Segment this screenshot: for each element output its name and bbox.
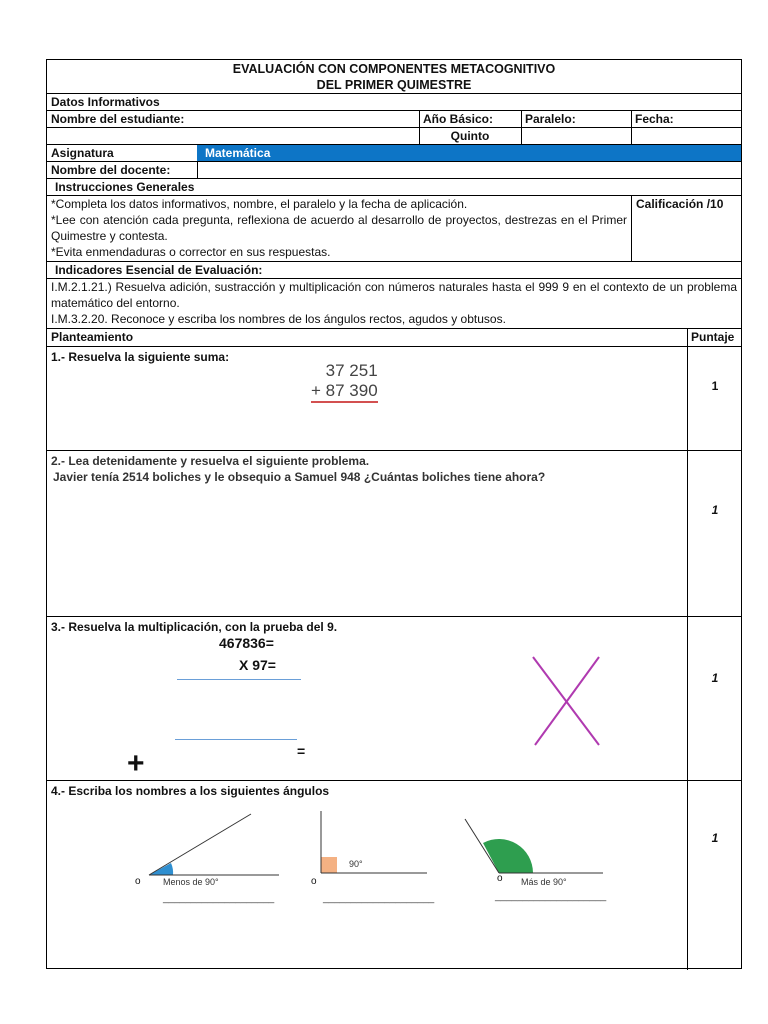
- indicator-item: I.M.2.1.21.) Resuelva adición, sustracción y multiplicación con números naturales hasta el 999 9 en el contexto de un problema matemático del entorno.: [51, 280, 737, 310]
- right-angle-label: 90°: [349, 859, 363, 869]
- teacher-field[interactable]: [197, 162, 741, 178]
- column-header-puntaje: Puntaje: [691, 330, 735, 344]
- indicators-header-row: [47, 262, 741, 279]
- question-3-row: [47, 617, 741, 781]
- acute-side-ray: [149, 814, 251, 875]
- acute-vertex-label: o: [135, 876, 141, 887]
- student-value-row: [47, 128, 741, 145]
- answer-line-2: [175, 739, 297, 740]
- acute-angle-label: Menos de 90°: [163, 877, 219, 887]
- right-angle-figure: [317, 809, 429, 879]
- factor-1: 467836=: [219, 635, 274, 651]
- addition-problem: [311, 361, 378, 403]
- info-section-row: [47, 94, 741, 111]
- question-2-score: 1: [711, 503, 719, 517]
- acute-answer-blank[interactable]: ____________________: [163, 893, 275, 904]
- indicators-list: [47, 279, 741, 328]
- student-label: Nombre del estudiante:: [51, 112, 185, 126]
- indicators-label: Indicadores Esencial de Evaluación:: [55, 263, 263, 277]
- page-title: [47, 60, 741, 93]
- student-name-field[interactable]: [47, 128, 419, 144]
- question-4-text: 4.- Escriba los nombres a los siguientes ángulos: [51, 784, 330, 798]
- instructions-list: [47, 196, 631, 261]
- addend-bottom: + 87 390: [311, 381, 378, 403]
- question-2-row: [47, 451, 741, 617]
- answer-line-1: [177, 679, 301, 680]
- teacher-label: Nombre del docente:: [51, 163, 171, 177]
- evaluation-sheet: [46, 59, 742, 969]
- question-3-score: 1: [711, 671, 719, 685]
- date-label: Fecha:: [635, 112, 674, 126]
- title-line-2: DEL PRIMER QUIMESTRE: [316, 78, 472, 92]
- obtuse-answer-blank[interactable]: ____________________: [495, 891, 607, 902]
- instructions-label: Instrucciones Generales: [55, 180, 195, 194]
- plus-sign: +: [127, 747, 145, 780]
- obtuse-angle-label: Más de 90°: [521, 877, 567, 887]
- addend-top: 37 251: [325, 361, 378, 380]
- indicator-item: I.M.3.2.20. Reconoce y escriba los nombres de los ángulos rectos, agudos y obtusos.: [51, 312, 506, 326]
- equals-sign: =: [297, 743, 306, 759]
- teacher-row: [47, 162, 741, 179]
- parallel-field[interactable]: [521, 128, 631, 144]
- title-row: [47, 60, 741, 94]
- question-2-text: [47, 451, 687, 616]
- subject-value: Matemática: [197, 145, 741, 161]
- factor-2: X 97=: [239, 657, 276, 673]
- nine-proof-cross: [527, 653, 607, 749]
- table-header-row: [47, 329, 741, 347]
- obtuse-vertex-label: o: [497, 873, 503, 884]
- question-2-problem: Javier tenía 2514 boliches y le obsequio a Samuel 948 ¿Cuántas boliches tiene ahora?: [53, 470, 546, 484]
- date-field[interactable]: [631, 128, 741, 144]
- question-1-row: [47, 347, 741, 451]
- question-1-text: 1.- Resuelva la siguiente suma:: [51, 350, 230, 364]
- info-section-label: Datos Informativos: [51, 95, 160, 109]
- instructions-header-row: [47, 179, 741, 196]
- question-3-text: 3.- Resuelva la multiplicación, con la prueba del 9.: [51, 620, 338, 634]
- instruction-item: *Lee con atención cada pregunta, reflexiona de acuerdo al desarrollo de proyectos, destrezas en el Primer Quimestre y contesta.: [51, 213, 627, 243]
- parallel-label: Paralelo:: [525, 112, 576, 126]
- instruction-item: *Completa los datos informativos, nombre, el paralelo y la fecha de aplicación.: [51, 197, 468, 211]
- grade-box: Calificación /10: [636, 197, 724, 211]
- grade-value: Quinto: [450, 129, 490, 143]
- question-4-row: [47, 781, 741, 970]
- indicators-row: [47, 279, 741, 329]
- column-header-planteamiento: Planteamiento: [51, 330, 134, 344]
- instruction-item: *Evita enmendaduras o corrector en sus respuestas.: [51, 245, 331, 259]
- right-answer-blank[interactable]: ____________________: [323, 893, 435, 904]
- grade-label: Año Básico:: [423, 112, 494, 126]
- title-line-1: EVALUACIÓN CON COMPONENTES METACOGNITIVO: [232, 62, 556, 76]
- subject-row: [47, 145, 741, 162]
- question-2-heading: 2.- Lea detenidamente y resuelva el siguiente problema.: [51, 454, 370, 468]
- right-vertex-label: o: [311, 876, 317, 887]
- student-row: [47, 111, 741, 128]
- obtuse-angle-figure: [461, 817, 605, 877]
- question-1-score: 1: [711, 379, 719, 393]
- right-angle-marker: [321, 857, 337, 873]
- subject-label: Asignatura: [51, 146, 114, 160]
- obtuse-angle-arc: [483, 839, 533, 873]
- instructions-row: [47, 196, 741, 262]
- question-4-score: 1: [711, 831, 719, 845]
